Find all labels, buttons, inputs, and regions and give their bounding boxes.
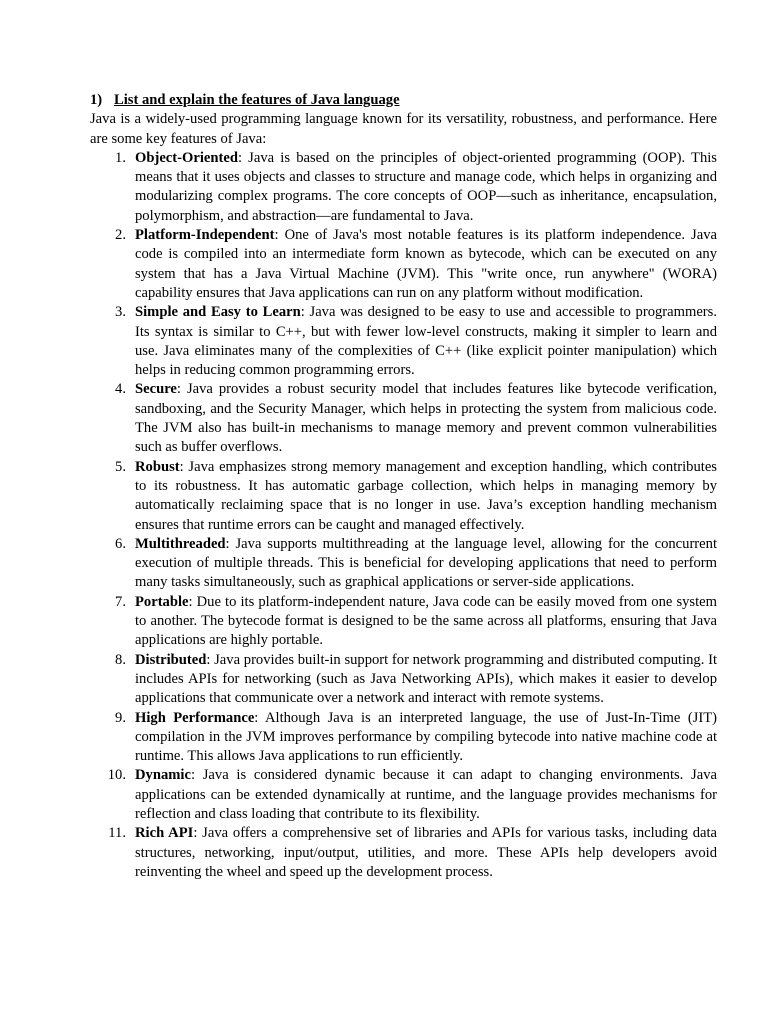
feature-item bbox=[90, 149, 717, 226]
feature-description: : Java provides built-in support for network programming and distributed computing. It includes APIs for networking (such as Java Networking APIs), which makes it easier to develop applications that communicate over a network and interact with remote systems. bbox=[135, 651, 717, 707]
feature-term: Robust bbox=[135, 458, 180, 475]
feature-description: : Java supports multithreading at the language level, allowing for the concurrent execution of multiple threads. This is beneficial for developing applications that need to perform many tasks simultaneously, such as graphical applications or server-side applications. bbox=[135, 535, 717, 591]
document-page bbox=[90, 91, 717, 882]
features-list bbox=[90, 149, 717, 882]
feature-term: Dynamic bbox=[135, 767, 191, 784]
feature-number: 1. bbox=[115, 149, 126, 166]
feature-number: 11. bbox=[108, 825, 126, 842]
feature-term: Secure bbox=[135, 381, 177, 398]
feature-term: Object-Oriented bbox=[135, 149, 238, 166]
feature-item bbox=[90, 593, 717, 651]
feature-term: Rich API bbox=[135, 825, 194, 842]
feature-number: 9. bbox=[115, 709, 126, 726]
feature-term: High Performance bbox=[135, 709, 255, 726]
feature-number: 4. bbox=[115, 381, 126, 398]
feature-description: : Although Java is an interpreted language, the use of Just-In-Time (JIT) compilation in the JVM improves performance by compiling bytecode into native machine code at runtime. This allows Java applications to run efficiently. bbox=[135, 709, 718, 765]
intro-paragraph: Java is a widely-used programming language known for its versatility, robustness, and performance. Here are some key features of Java: bbox=[90, 111, 717, 147]
feature-description: : Java was designed to be easy to use and accessible to programmers. Its syntax is similar to C++, but with fewer low-level constructs, making it simpler to learn and use. Java eliminates many of the complexities of C++ (like explicit pointer manipulation) which helps in reducing common programming errors. bbox=[135, 304, 717, 379]
feature-description: : Java is based on the principles of object-oriented programming (OOP). This means that it uses objects and classes to structure and manage code, which helps in organizing and modularizing complex programs. The core concepts of OOP—such as inheritance, encapsulation, polymorphism, and abstraction—are fundamental to Java. bbox=[135, 149, 717, 224]
feature-term: Platform-Independent bbox=[135, 227, 275, 244]
feature-item bbox=[90, 303, 717, 380]
feature-number: 3. bbox=[115, 304, 126, 321]
feature-number: 5. bbox=[115, 458, 126, 475]
question-heading bbox=[90, 91, 717, 110]
feature-term: Simple and Easy to Learn bbox=[135, 304, 301, 321]
feature-item bbox=[90, 535, 717, 593]
feature-item bbox=[90, 651, 717, 709]
feature-term: Distributed bbox=[135, 651, 207, 668]
feature-term: Multithreaded bbox=[135, 535, 226, 552]
feature-number: 7. bbox=[115, 593, 126, 610]
feature-description: : Due to its platform-independent nature, Java code can be easily moved from one system to another. The bytecode format is designed to be the same across all platforms, ensuring that Java applications are highly portable. bbox=[135, 593, 717, 649]
feature-item bbox=[90, 458, 717, 535]
feature-term: Portable bbox=[135, 593, 189, 610]
feature-number: 10. bbox=[107, 767, 126, 784]
feature-item bbox=[90, 380, 717, 457]
feature-description: : Java is considered dynamic because it can adapt to changing environments. Java applications can be extended dynamically at runtime, and the language provides mechanisms for reflection and class loading that contribute to its flexibility. bbox=[135, 767, 717, 822]
question-title: List and explain the features of Java language bbox=[114, 92, 400, 108]
feature-description: : Java provides a robust security model that includes features like bytecode verification, sandboxing, and the Security Manager, which helps in protecting the system from malicious code. The JVM also has built-in mechanisms to manage memory and prevent common vulnerabilities such as buffer overflows. bbox=[135, 381, 717, 456]
feature-number: 8. bbox=[115, 651, 126, 668]
feature-description: : Java offers a comprehensive set of libraries and APIs for various tasks, including data structures, networking, input/output, utilities, and more. These APIs help developers avoid reinventing the wheel and speed up the development process. bbox=[135, 825, 717, 880]
feature-description: : Java emphasizes strong memory management and exception handling, which contributes to its robustness. It has automatic garbage collection, which helps in managing memory by automatically reclaiming space that is no longer in use. Java’s exception handling mechanism ensures that runtime errors can be caught and managed effectively. bbox=[135, 458, 717, 533]
question-number: 1) bbox=[90, 92, 103, 108]
feature-description: : One of Java's most notable features is its platform independence. Java code is compiled into an intermediate form known as bytecode, which can be executed on any system that has a Java Virtual Machine (JVM). This "write once, run anywhere" (WORA) capability ensures that Java applications can run on any platform without modification. bbox=[135, 227, 717, 301]
feature-number: 6. bbox=[115, 535, 126, 552]
feature-item bbox=[90, 226, 717, 303]
feature-item bbox=[90, 766, 717, 824]
feature-number: 2. bbox=[115, 227, 126, 244]
feature-item bbox=[90, 709, 717, 767]
feature-item bbox=[90, 824, 717, 882]
